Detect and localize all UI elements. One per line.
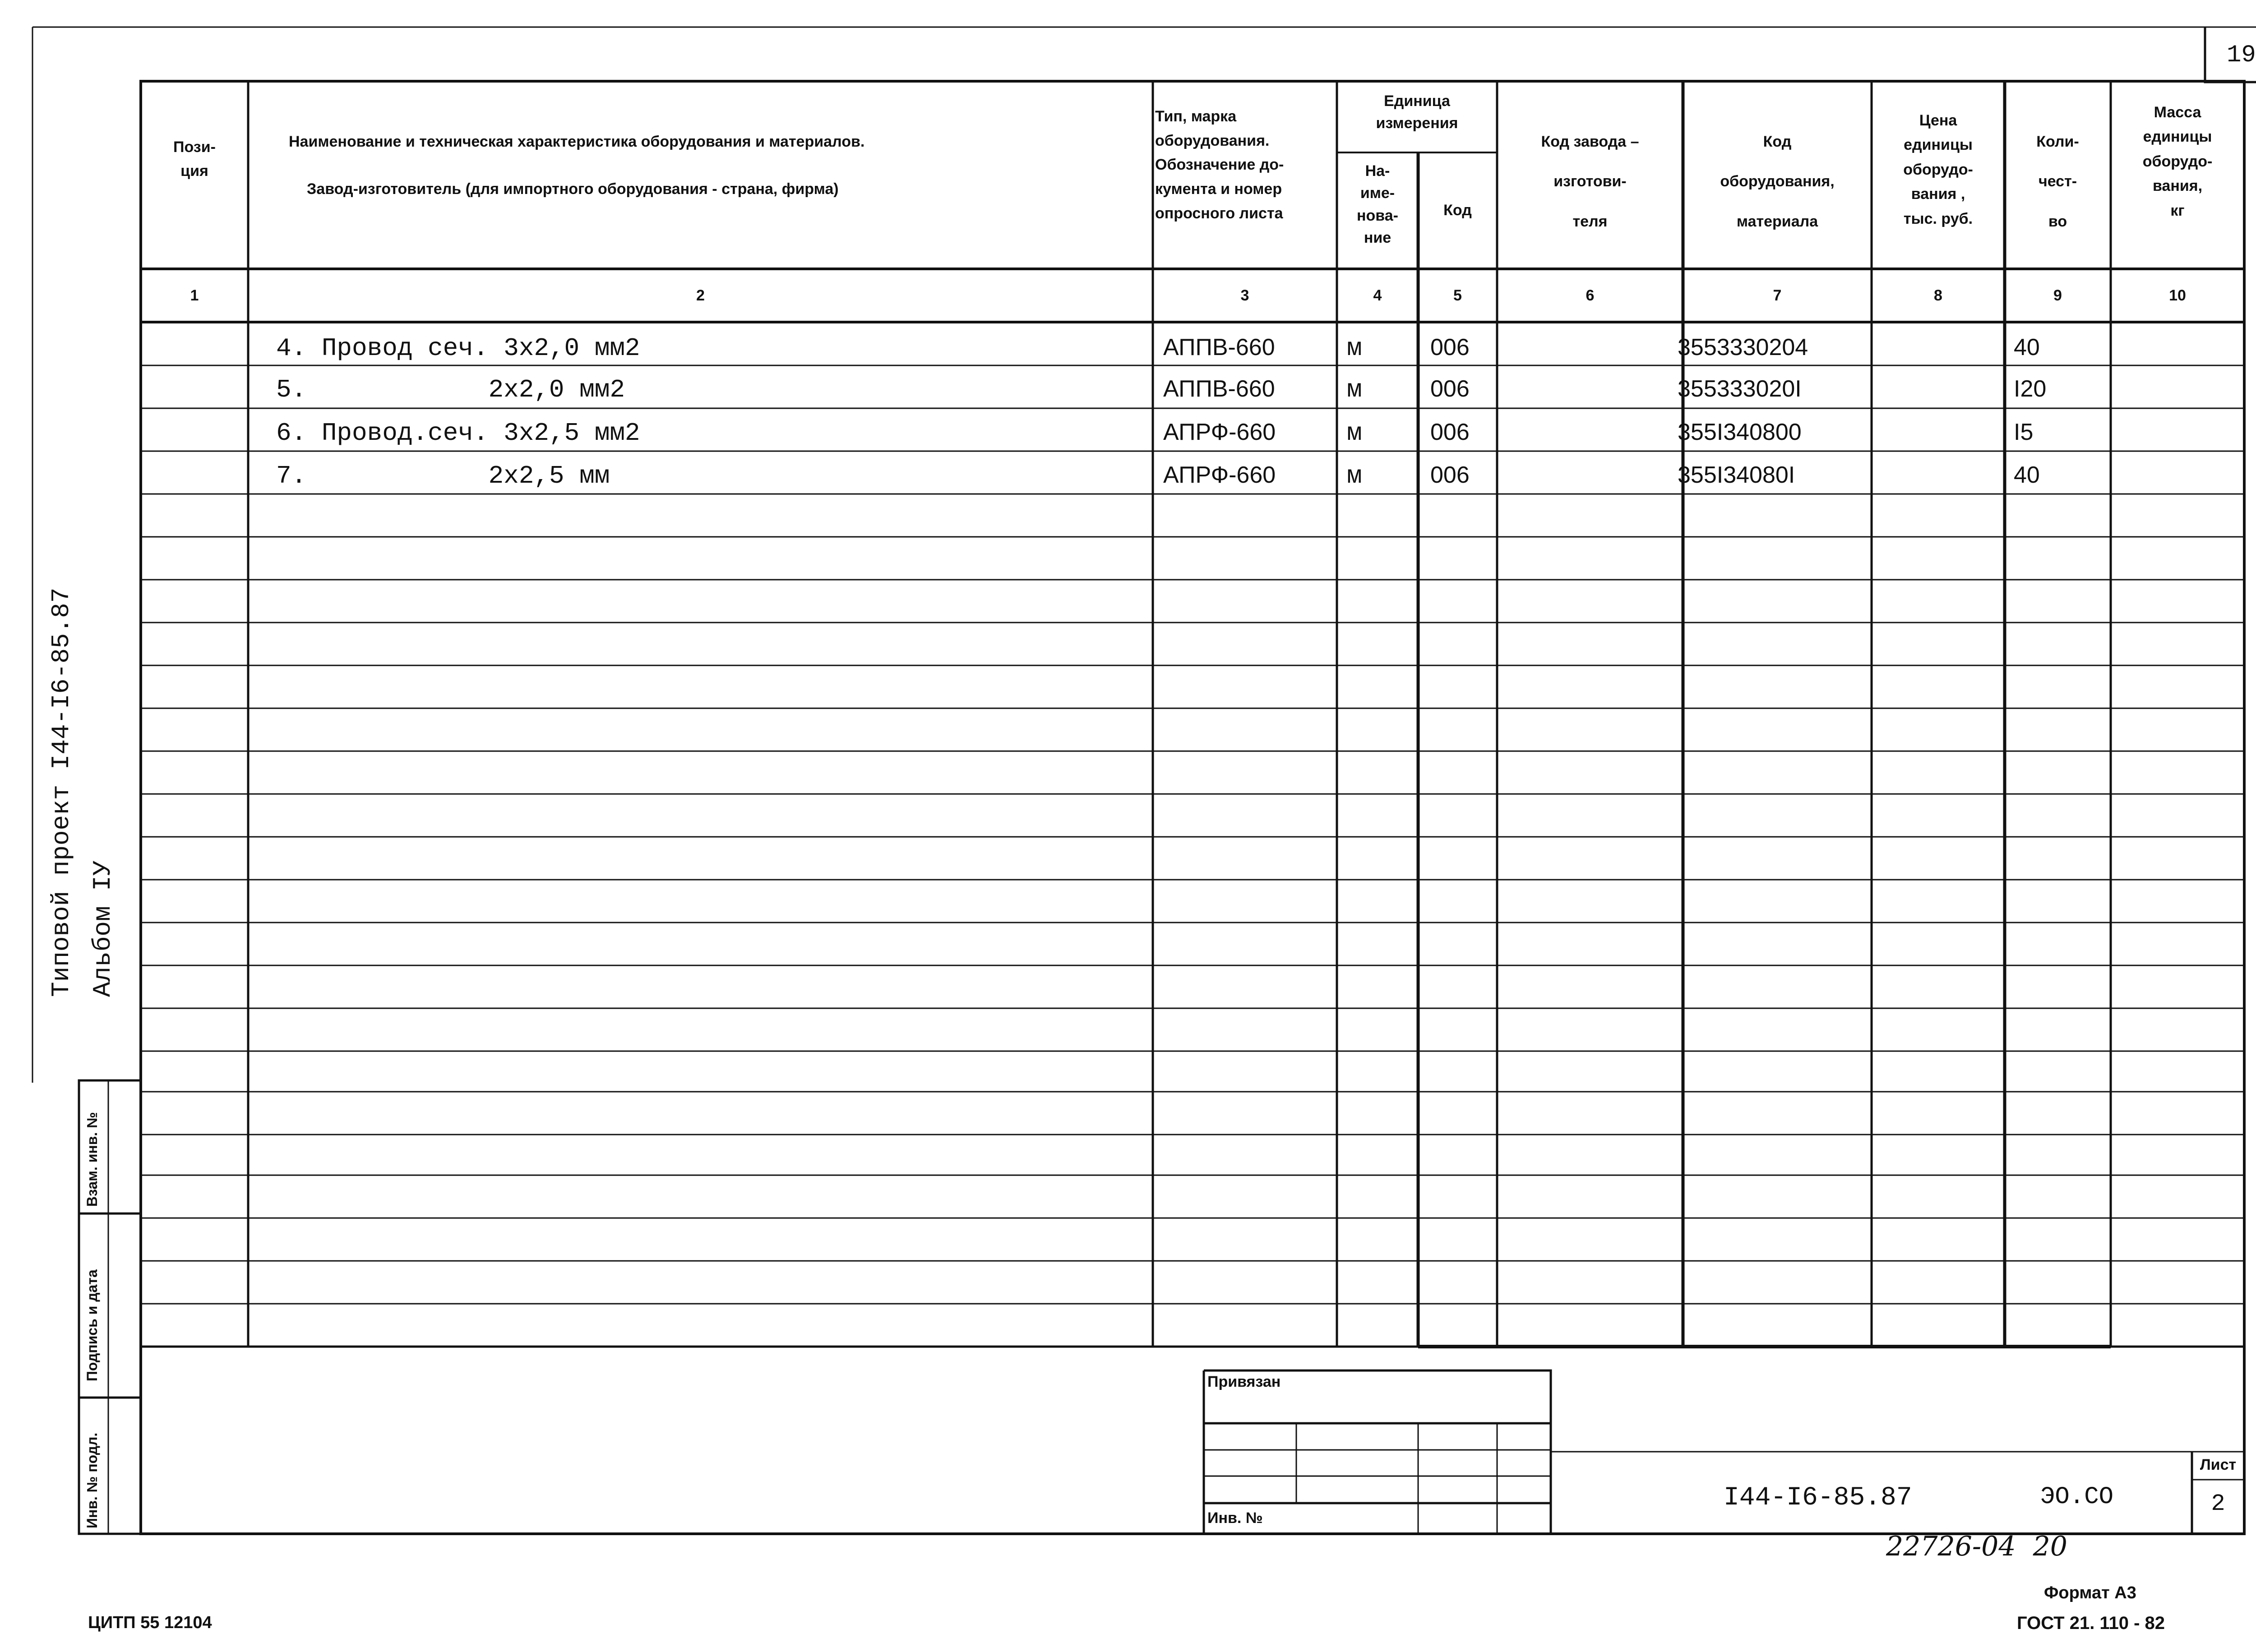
stamp-sheet-label: Лист [2200,1456,2237,1473]
header-unit-group: Единица измерения [1376,92,1458,132]
column-number-9: 9 [2053,287,2062,304]
column-number-3: 3 [1240,287,1249,304]
row-3-unit: м [1347,419,1362,448]
side-vzam-label: Взам. инв. № [84,1112,100,1207]
header-type: Тип, марка оборудования. Обозначение до- кумента и номер опросного листа [1155,108,1284,222]
format-label: Формат А3 [2044,1583,2136,1602]
header-factory-code: Код завода – изготови- теля [1541,133,1639,230]
row-2-type: АППВ-660 [1163,376,1275,402]
header-name-line2: Завод-изготовитель (для импортного оборудования - страна, фирма) [307,180,839,198]
row-3-name: 6. Провод.сеч. 3х2,5 мм2 [276,419,640,448]
row-1-name: 4. Провод сеч. 3х2,0 мм2 [276,334,640,363]
column-number-5: 5 [1453,287,1462,304]
header-price: Цена единицы оборудо- вания , тыс. руб. [1903,112,1973,227]
handwritten-number: 22726-04 20 [1886,1531,2067,1562]
row-4-unit: м [1347,461,1362,490]
row-3-type: АПРФ-660 [1163,419,1276,445]
row-4-type: АПРФ-660 [1163,462,1276,488]
footer-gost: ГОСТ 21. 110 - 82 [2017,1613,2165,1633]
row-4-equipment-code: 355I34080I [1678,462,1795,488]
stamp-inv-no-label: Инв. № [1207,1509,1263,1527]
side-project-label: Типовой проект I44-I6-85.87 [47,587,76,997]
row-2-unit: м [1347,375,1362,404]
row-4-name: 7. 2х2,5 мм [276,461,610,490]
header-quantity: Коли- чест- во [2036,133,2079,230]
column-number-4: 4 [1373,287,1382,304]
header-equipment-code: Код оборудования, материала [1720,133,1835,230]
stamp-privyazan-label: Привязан [1207,1373,1281,1390]
row-1-code: 006 [1430,334,1470,360]
row-2-quantity: I20 [2014,376,2047,402]
row-1-equipment-code: 3553330204 [1678,334,1808,360]
row-2-equipment-code: 355333020I [1678,376,1802,402]
row-2-name: 5. 2х2,0 мм2 [276,375,625,404]
column-number-7: 7 [1773,287,1782,304]
row-4-code: 006 [1430,462,1470,488]
header-mass: Масса единицы оборудо- вания, кг [2142,104,2213,219]
row-4-quantity: 40 [2014,462,2040,488]
column-number-2: 2 [696,287,705,304]
stamp-designation: I44-I6-85.87 [1724,1483,1912,1513]
row-2-code: 006 [1430,376,1470,402]
footer-citp: ЦИТП 55 12104 [88,1613,212,1632]
row-1-quantity: 40 [2014,334,2040,360]
sheet-corner-number: 19 [2227,42,2256,69]
header-unit-code: Код [1443,202,1472,219]
side-inv-podl-label: Инв. № подл. [84,1432,100,1528]
side-album-label: Альбом IУ [88,860,117,997]
row-3-code: 006 [1430,419,1470,445]
column-number-1: 1 [190,287,199,304]
header-unit-name: На- име- нова- ние [1357,162,1398,246]
row-3-quantity: I5 [2014,419,2034,445]
header-name-line1: Наименование и техническая характеристика оборудования и материалов. [289,133,865,150]
column-number-8: 8 [1934,287,1942,304]
row-1-type: АППВ-660 [1163,334,1275,360]
stamp-sheet-number: 2 [2211,1490,2225,1517]
row-1-unit: м [1347,334,1362,363]
side-podpis-label: Подпись и дата [84,1269,100,1381]
stamp-code: ЭО.СО [2040,1483,2114,1511]
header-position: Пози- ция [173,138,216,180]
column-number-10: 10 [2169,287,2186,304]
column-number-6: 6 [1586,287,1595,304]
row-3-equipment-code: 355I340800 [1678,419,1802,445]
